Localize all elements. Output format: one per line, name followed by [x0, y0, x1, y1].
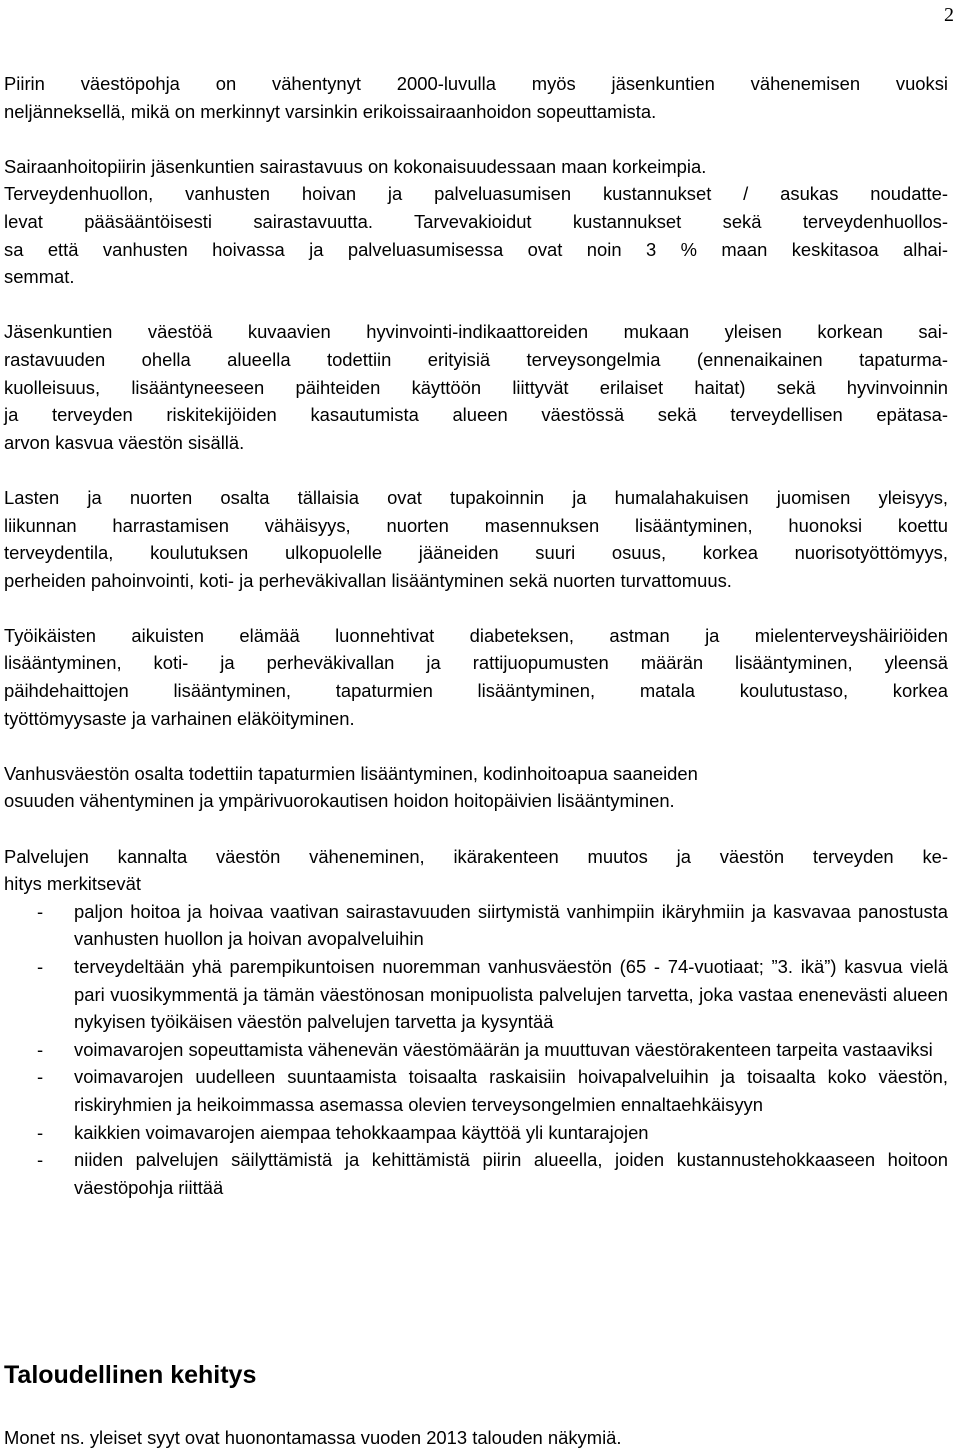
list-item-text: terveydeltään yhä parempikuntoisen nuoremman vanhusväestön (65 - 74-vuotiaat; ”3. ikä”) kasvua vielä pari vuosikymmentä ja tämän väestönosan monipuolista palvelujen tarvetta, joka vastaa enenevästi alueen nykyisen työikäisen väestön palvelujen tarvetta ja kysyntää [74, 956, 948, 1033]
text-line: Piirin väestöpohja on vähentynyt 2000-luvulla myös jäsenkuntien vähenemisen vuoksi [4, 73, 948, 94]
text-line: neljänneksellä, mikä on merkinnyt varsinkin erikoissairaanhoidon sopeuttamista. [4, 100, 657, 122]
bullet-dash: - [37, 1066, 44, 1088]
list-item [4, 1063, 948, 1118]
text-line: levat pääsääntöisesti sairastavuutta. Tarvevakioidut kustannukset sekä terveydenhuollos- [4, 210, 948, 232]
text-line: ja terveyden riskitekijöiden kasautumista alueen väestössä sekä terveydellisen epätasa- [4, 404, 948, 426]
text-line: Sairaanhoitopiirin jäsenkuntien sairastavuus on kokonaisuudessaan maan korkeimpia. [4, 155, 707, 177]
paragraph-working-age [4, 622, 948, 732]
text-line: Terveydenhuollon, vanhusten hoivan ja palveluasumisen kustannukset / asukas noudatte- [4, 183, 948, 205]
section-text: Monet ns. yleiset syyt ovat huonontamassa vuoden 2013 talouden näkymiä. [4, 1427, 622, 1448]
list-item-text: paljon hoitoa ja hoivaa vaativan sairastavuuden siirtymistä vanhimpiin ikäryhmiin ja kasvavaa panostusta vanhusten huollon ja hoivan avopalveluihin [74, 900, 948, 950]
bullet-dash: - [37, 900, 44, 922]
paragraph-wellbeing-indicators [4, 318, 948, 456]
text-line: työttömyysaste ja varhainen eläköityminen. [4, 707, 355, 729]
bullet-list [4, 898, 948, 1202]
bullet-dash: - [37, 1038, 44, 1060]
paragraph-services-intro [4, 843, 948, 898]
text-line: päihdehaittojen lisääntyminen, tapaturmien lisääntyminen, matala koulutustaso, korkea [4, 680, 948, 702]
list-item [4, 1119, 948, 1147]
list-item-text: voimavarojen sopeuttamista vähenevän väestömäärän ja muuttuvan väestörakenteen tarpeita vastaaviksi [74, 1038, 933, 1060]
paragraph-morbidity [4, 153, 948, 291]
text-line: lisääntyminen, koti- ja perheväkivallan ja rattijuopumusten määrän lisääntyminen, yleensä [4, 652, 948, 674]
text-line: Lasten ja nuorten osalta tällaisia ovat tupakoinnin ja humalahakuisen juomisen yleisyys, [4, 486, 948, 508]
page-number: 2 [944, 4, 954, 26]
paragraph-children-youth [4, 484, 948, 594]
bullet-dash: - [37, 956, 44, 977]
bullet-dash: - [37, 1149, 44, 1171]
text-line: rastavuuden ohella alueella todettiin erityisiä terveysongelmia (ennenaikainen tapaturma- [4, 348, 948, 370]
list-item-text: voimavarojen uudelleen suuntaamista toisaalta raskaisiin hoivapalveluihin ja toisaalta koko väestön, riskiryhmien ja heikoimmassa asemassa olevien terveysongelmien ennaltaehkäisyyn [74, 1066, 948, 1115]
text-line: Jäsenkuntien väestöä kuvaavien hyvinvointi-indikaattoreiden mukaan yleisen korkean sai- [4, 321, 948, 343]
text-line: liikunnan harrastamisen vähäisyys, nuorten masennuksen lisääntyminen, huonoksi koettu [4, 514, 948, 536]
text-line: perheiden pahoinvointi, koti- ja perheväkivallan lisääntyminen sekä nuorten turvattomuus. [4, 569, 732, 591]
text-line: Työikäisten aikuisten elämää luonnehtivat diabeteksen, astman ja mielenterveyshäiriöiden [4, 624, 948, 646]
text-line: terveydentila, koulutuksen ulkopuolelle jääneiden suuri osuus, korkea nuorisotyöttömyys, [4, 542, 948, 564]
text-line: osuuden vähentyminen ja ympärivuorokautisen hoidon hoitopäivien lisääntyminen. [4, 790, 675, 812]
list-item [4, 1036, 948, 1064]
text-line: hitys merkitsevät [4, 873, 141, 895]
list-item-text: kaikkien voimavarojen aiempaa tehokkaampaa käyttöä yli kuntarajojen [74, 1121, 649, 1143]
text-line: arvon kasvua väestön sisällä. [4, 431, 245, 453]
text-line: Palvelujen kannalta väestön väheneminen, ikärakenteen muutos ja väestön terveyden ke- [4, 845, 948, 867]
list-item [4, 953, 948, 1036]
list-item [4, 1146, 948, 1201]
list-item-text: niiden palvelujen säilyttämistä ja kehittämistä piirin alueella, joiden kustannustehokkaaseen hoitoon väestöpohja riittää [74, 1149, 948, 1198]
text-line: semmat. [4, 266, 75, 288]
document-body [4, 70, 948, 1201]
text-line: sa että vanhusten hoivassa ja palveluasumisessa ovat noin 3 % maan keskitasoa alhai- [4, 238, 948, 260]
bullet-dash: - [37, 1121, 44, 1143]
section-heading: Taloudellinen kehitys [4, 1361, 257, 1389]
paragraph-population [4, 70, 948, 125]
text-line: kuolleisuus, lisääntyneeseen päihteiden käyttöön liittyvät erilaiset haitat) sekä hyvinvoinnin [4, 376, 948, 398]
text-line: Vanhusväestön osalta todettiin tapaturmien lisääntyminen, kodinhoitoapua saaneiden [4, 762, 698, 784]
paragraph-elderly [4, 760, 948, 815]
list-item [4, 898, 948, 953]
